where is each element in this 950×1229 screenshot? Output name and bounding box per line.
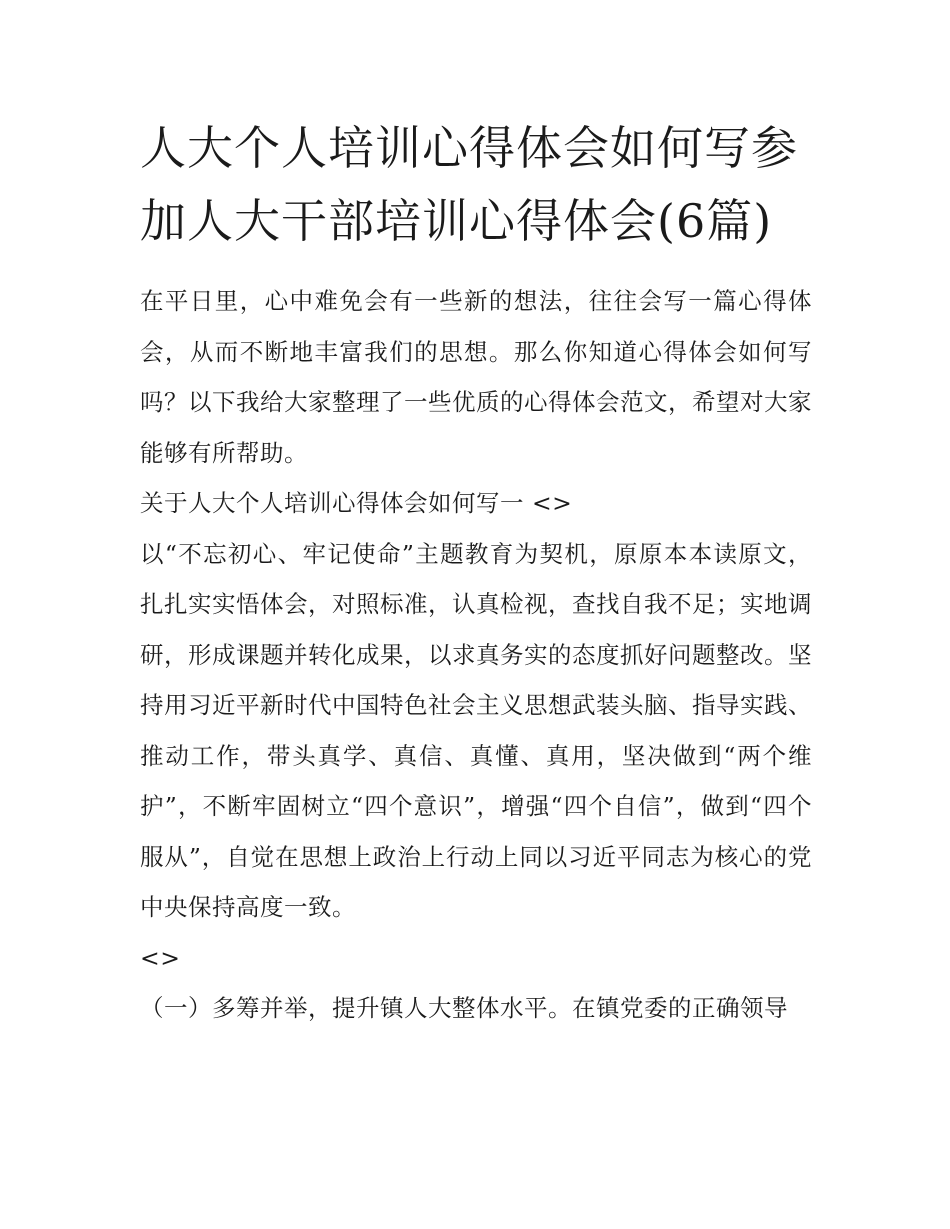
document-body: [140, 112, 812, 1034]
intro-paragraph: 在平日里，心中难免会有一些新的想法，往往会写一篇心得体会，从而不断地丰富我们的思想。那么你知道心得体会如何写吗？以下我给大家整理了一些优质的心得体会范文，希望对大家能够有所帮助。: [140, 287, 812, 467]
section-heading: 关于人大个人培训心得体会如何写一 <>: [140, 489, 573, 517]
body-paragraph-continued: （一）多筹并举，提升镇人大整体水平。在镇党委的正确领导: [140, 994, 788, 1022]
placeholder-marker: <>: [140, 943, 181, 972]
body-paragraph: 以“不忘初心、牢记使命”主题教育为契机，原原本本读原文，扎扎实实悟体会，对照标准，认真检视，查找自我不足；实地调研，形成课题并转化成果，以求真务实的态度抓好问题整改。坚持用习近平新时代中国特色社会主义思想武装头脑、指导实践、推动工作，带头真学、真信、真懂、真用，坚决做到“两个维护”，不断牢固树立“四个意识”，增强“四个自信”，做到“四个服从”，自觉在思想上政治上行动上同以习近平同志为核心的党中央保持高度一致。: [140, 539, 812, 921]
document-title: 人大个人培训心得体会如何写参加人大干部培训心得体会(6篇): [140, 121, 798, 248]
